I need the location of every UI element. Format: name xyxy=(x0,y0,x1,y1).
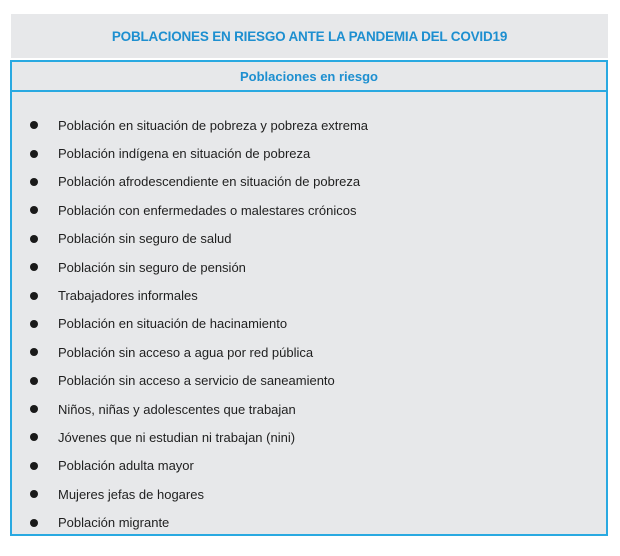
list-item xyxy=(12,225,606,253)
list-item-text: Población indígena en situación de pobreza xyxy=(58,146,311,162)
bullet-icon xyxy=(30,150,38,158)
list-item-text: Población adulta mayor xyxy=(58,458,194,474)
list-item-text: Población sin acceso a servicio de saneamiento xyxy=(58,373,335,389)
bullet-icon xyxy=(30,519,38,527)
bullet-icon xyxy=(30,377,38,385)
list-item-text: Población afrodescendiente en situación de pobreza xyxy=(58,174,361,190)
list-item-text: Trabajadores informales xyxy=(58,288,198,304)
list-item-text: Niños, niñas y adolescentes que trabajan xyxy=(58,401,296,417)
list-item xyxy=(12,168,606,196)
bullet-icon xyxy=(30,490,38,498)
bullet-icon xyxy=(30,320,38,328)
risk-population-list xyxy=(12,111,606,537)
bullet-icon xyxy=(30,405,38,413)
list-item-text: Mujeres jefas de hogares xyxy=(58,486,204,502)
bullet-icon xyxy=(30,462,38,470)
list-item xyxy=(12,196,606,224)
list-item-text: Población sin acceso a agua por red pública xyxy=(58,344,314,360)
list-item xyxy=(12,480,606,508)
bullet-icon xyxy=(30,235,38,243)
list-item-text: Población sin seguro de pensión xyxy=(58,259,246,275)
list-item-text: Población en situación de hacinamiento xyxy=(58,316,288,332)
title-bar xyxy=(11,14,608,58)
bullet-icon xyxy=(30,292,38,300)
list-item xyxy=(12,508,606,536)
risk-populations-box xyxy=(10,60,608,536)
list-item xyxy=(12,338,606,366)
list-item-text: Jóvenes que ni estudian ni trabajan (nini) xyxy=(58,429,296,445)
list-item-text: Población migrante xyxy=(58,515,170,531)
bullet-icon xyxy=(30,121,38,129)
list-item xyxy=(12,423,606,451)
list-item-text: Población sin seguro de salud xyxy=(58,231,232,247)
list-item xyxy=(12,310,606,338)
list-item-text: Población en situación de pobreza y pobreza extrema xyxy=(58,117,369,133)
bullet-icon xyxy=(30,433,38,441)
bullet-icon xyxy=(30,178,38,186)
bullet-icon xyxy=(30,263,38,271)
list-item xyxy=(12,111,606,139)
page-title: POBLACIONES EN RIESGO ANTE LA PANDEMIA DEL COVID19 xyxy=(111,28,508,44)
box-header-label: Poblaciones en riesgo xyxy=(240,68,378,84)
list-item xyxy=(12,253,606,281)
list-item xyxy=(12,395,606,423)
list-item xyxy=(12,367,606,395)
list-item-text: Población con enfermedades o malestares crónicos xyxy=(58,202,357,218)
list-item xyxy=(12,452,606,480)
list-item xyxy=(12,281,606,309)
bullet-icon xyxy=(30,206,38,214)
list-item xyxy=(12,139,606,167)
bullet-icon xyxy=(30,348,38,356)
box-header xyxy=(12,62,606,92)
